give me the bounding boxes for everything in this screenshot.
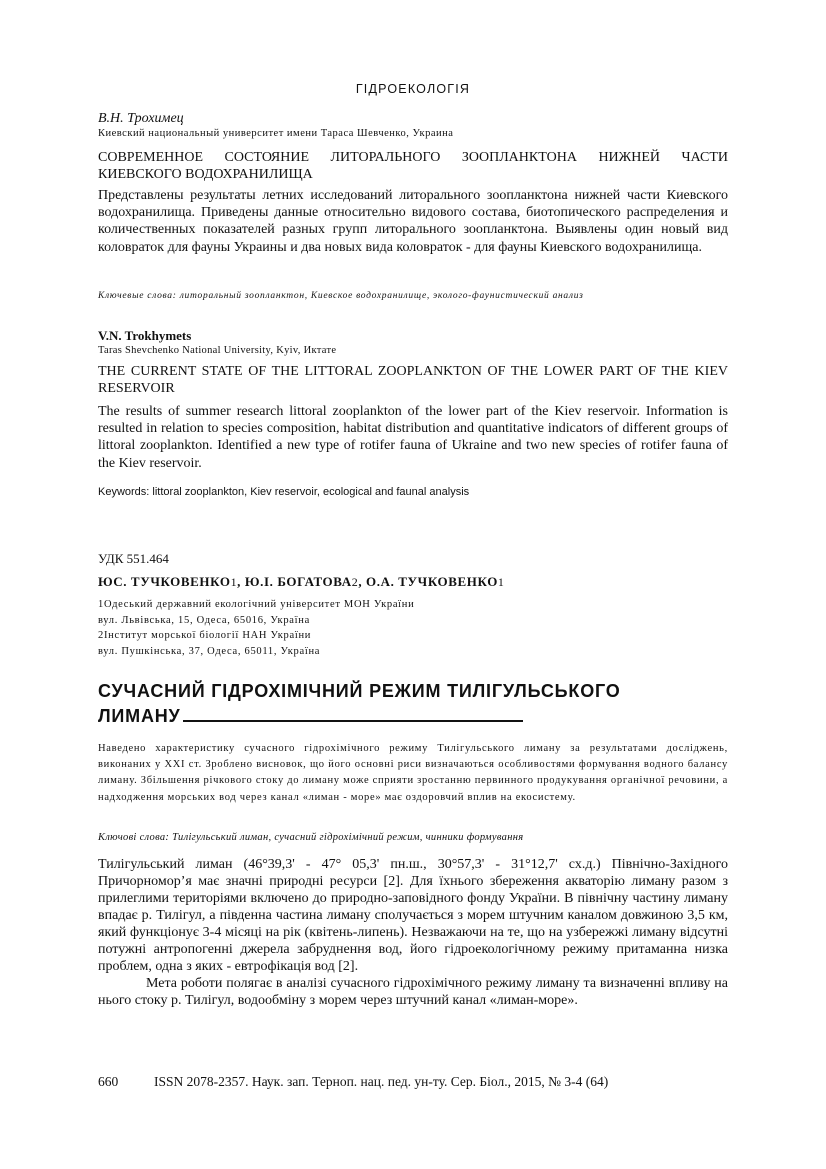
ru-title-line1: СОВРЕМЕННОЕ СОСТОЯНИЕ ЛИТОРАЛЬНОГО ЗООПЛАНКТОНА НИЖНЕЙ ЧАСТИ — [98, 150, 728, 165]
author-1-sup: 1 — [230, 575, 238, 589]
ru-title — [98, 149, 728, 183]
ru-affiliation: Киевский национальный университет имени Тараса Шевченко, Украина — [98, 128, 454, 139]
page-footer — [98, 1074, 728, 1090]
author-2: Ю.І. БОГАТОВА — [244, 574, 352, 589]
en-author: V.N. Trokhymets — [98, 328, 192, 343]
ua-title-line1: СУЧАСНИЙ ГІДРОХІМІЧНИЙ РЕЖИМ ТИЛІГУЛЬСЬКОГО — [98, 681, 621, 701]
body-paragraph-2: Мета роботи полягає в аналізі сучасного гідрохімічного режиму лиману та визначенні впливу на нього стоку р. Тилігул, водообміну з морем через штучний канал «лиман-море». — [98, 976, 728, 1008]
en-title — [98, 363, 728, 397]
en-title-text: THE CURRENT STATE OF THE LITTORAL ZOOPLANKTON OF THE LOWER PART OF THE KIEV RESERVOIR — [98, 364, 728, 396]
en-abstract: The results of summer research littoral zooplankton of the lower part of the Kiev reservoir. Information is resulted in relation to species composition, habitat distribution and quantitative indicators of different groups of littoral zooplankton. Identified a new type of rotifer fauna of Ukraine and two new species of rotifer fauna of the Kiev reservoir. — [98, 404, 728, 471]
ua-keywords: Ключові слова: Тилігульський лиман, сучасний гідрохімічний режим, чинники формування — [98, 832, 524, 843]
ua-title-line2-row — [98, 702, 728, 727]
udc-code: УДК 551.464 — [98, 551, 169, 566]
ua-authors: ЮС. ТУЧКОВЕНКО1, Ю.І. БОГАТОВА2, О.А. ТУЧКОВЕНКО1 — [98, 574, 505, 589]
ua-title-line2: ЛИМАНУ — [98, 706, 181, 726]
title-underline — [183, 702, 523, 722]
aff-line: 2Інститут морської біології НАН України — [98, 630, 312, 641]
author-2-sup: 2 — [351, 575, 359, 589]
section-heading: ГІДРОЕКОЛОГІЯ — [355, 82, 471, 96]
body-paragraph-1: Тилігульський лиман (46°39,3' - 47° 05,3' пн.ш., 30°57,3' - 31°12,7' сх.д.) Північно-Західного Причорномор’я має значні природні ресурси [2]. Для їхнього збереження акваторію лиману разом з прилеглими територіями включено до природно-заповідного фонду України. В північну частину лиману впадає р. Тилігул, а південна частина лиману сполучається з морем штучним каналом довжиною 3,5 км, який функціонує 3-4 місяці на рік (квітень-липень). Незважаючи на те, що на узбережжі лиману відсутні потужні антропогенні джерела забруднення вод, його гідроекологічному режиму притаманна низка проблем, одна з яких - евтрофікація вод [2]. — [98, 857, 728, 974]
journal-citation: ISSN 2078-2357. Наук. зап. Терноп. нац. пед. ун-ту. Сер. Біол., 2015, № 3-4 (64) — [154, 1074, 609, 1089]
ru-author: В.Н. Трохимец — [98, 111, 184, 126]
ua-article-title — [98, 680, 728, 727]
page-number: 660 — [98, 1074, 119, 1089]
author-1: ЮС. ТУЧКОВЕНКО — [98, 574, 231, 589]
ua-affiliations — [98, 597, 728, 659]
en-affiliation: Taras Shevchenko National University, Kyiv, Иктате — [98, 345, 337, 356]
en-keywords: Keywords: littoral zooplankton, Kiev reservoir, ecological and faunal analysis — [98, 486, 470, 498]
author-3: О.А. ТУЧКОВЕНКО — [366, 574, 498, 589]
ru-keywords: Ключевые слова: литоральный зоопланктон, Киевское водохранилище, эколого-фаунистический анализ — [98, 291, 584, 301]
ru-abstract: Представлены результаты летних исследований литорального зоопланктона нижней части Киевского водохранилища. Приведены данные относительно видового состава, биотопического распределения и количественных показателей разных групп литорального зоопланктона. Выявлены один новый вид коловраток для фауны Украины и два новых вида коловраток - для фауны Киевского водохранилища. — [98, 188, 728, 255]
author-3-sup: 1 — [497, 575, 505, 589]
aff-line: 1Одеський державний екологічний університет МОН України — [98, 599, 415, 610]
ru-title-line2: КИЕВСКОГО ВОДОХРАНИЛИЩА — [98, 167, 313, 182]
aff-line: вул. Пушкінська, 37, Одеса, 65011, Україна — [98, 645, 321, 657]
body-text — [98, 856, 728, 1009]
ua-abstract: Наведено характеристику сучасного гідрохімічного режиму Тилігульського лиману за результатами досліджень, виконаних у XXI ст. Зроблено висновок, що його основні риси визначаються особливостями формування водного балансу лиману. Збільшення річкового стоку до лиману може сприяти зростанню первинного продукування органічної речовини, а надходження морських вод через канал «лиман - море» має оздоровчий вплив на екосистему. — [98, 743, 728, 803]
aff-line: вул. Львівська, 15, Одеса, 65016, Україна — [98, 614, 310, 626]
